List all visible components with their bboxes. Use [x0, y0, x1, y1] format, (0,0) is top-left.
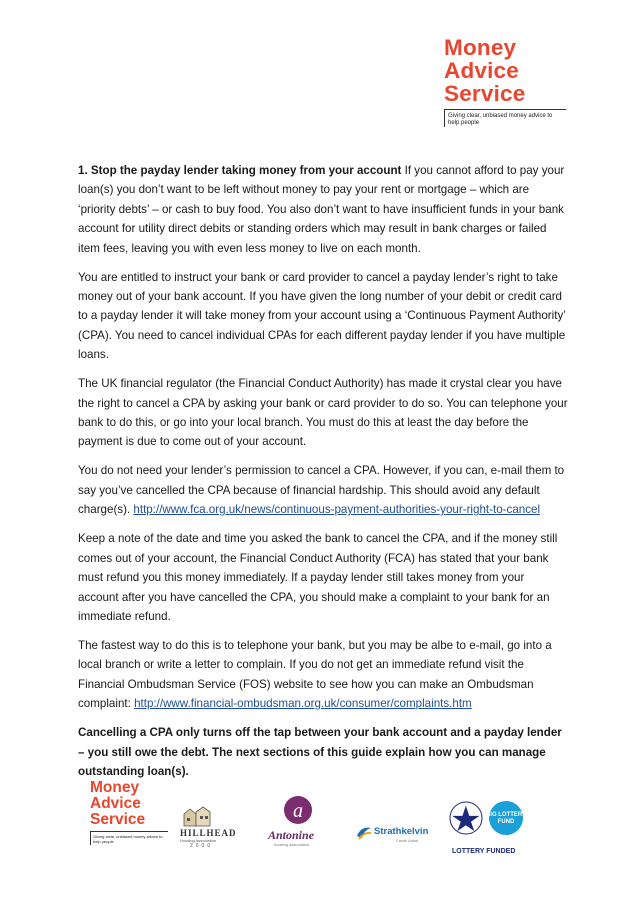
- paragraph-fca-regulator: The UK financial regulator (the Financial Conduct Authority) has made it crystal clear you have the right to cancel a CPA by asking your bank or card provider to do so. You can telephone your bank to do this, or go into your local branch. You must do this at least the day before the payment is due to come out of your account.: [78, 377, 568, 449]
- logo-word-service: Service: [444, 81, 526, 106]
- strathkelvin-wave-icon: [356, 824, 372, 840]
- lottery-logos-icon: [448, 798, 530, 844]
- lottery-funded-label: LOTTERY FUNDED: [452, 848, 516, 855]
- summary-bold-text: Cancelling a CPA only turns off the tap between your bank account and a payday lender – you still owe the debt. The next sections of this guide explain how you can manage outstanding loan(s).: [78, 726, 562, 778]
- svg-text:a: a: [293, 800, 303, 822]
- lottery-funded-logo: [448, 798, 538, 858]
- partner-logos: [78, 770, 558, 860]
- hillhead-logo: [176, 806, 246, 850]
- logo-divider-vertical: [444, 109, 445, 127]
- antonine-logo: [268, 792, 338, 847]
- footer-logo-word-money: Money: [90, 779, 140, 796]
- paragraph-text: The fastest way to do this is to telephone your bank, but you may be albe to e-mail, go into a local branch or write a letter to complain. If you do not get an immediate refund visit the Financial Ombudsman Service (FOS) website to see how you can make an Ombudsman complaint:: [78, 638, 552, 711]
- logo-word-money: Money: [444, 35, 517, 60]
- antonine-emblem-icon: [280, 792, 316, 826]
- strathkelvin-name: Strathkelvin: [374, 826, 429, 837]
- fca-link[interactable]: http://www.fca.org.uk/news/continuous-payment-authorities-your-right-to-cancel: [133, 503, 541, 517]
- logo-divider: [444, 109, 566, 110]
- section-heading: 1. Stop the payday lender taking money from your account: [78, 164, 402, 177]
- document-body: [78, 161, 568, 791]
- footer-logo-word-service: Service: [90, 811, 146, 828]
- big-lottery-fund-text: BIG LOTTERY: [485, 812, 527, 818]
- money-advice-service-logo: [444, 36, 574, 136]
- paragraph-text: If you cannot afford to pay your loan(s) you don’t want to be left without money to pay your rent or mortgage – which are ‘priority debts’ – or cash to buy food. You also don’t want to have insufficient funds in your bank account for utility direct debits or standing orders which may result in bank charges or failed item fees, leaving you with even less money to live on each month.: [78, 164, 565, 255]
- antonine-name: Antonine: [268, 828, 315, 842]
- logo-tagline: Giving clear, unbiased money advice to help people: [448, 113, 553, 126]
- ombudsman-link[interactable]: http://www.financial-ombudsman.org.uk/consumer/complaints.htm: [134, 697, 472, 711]
- paragraph-keep-note: Keep a note of the date and time you asked the bank to cancel the CPA, and if the money still comes out of your account, the Financial Conduct Authority (FCA) has stated that your bank must refund you this money immediately. If a payday lender still takes money from your account after you have cancelled the CPA, you should make a complaint to your bank for an immediate refund.: [78, 532, 558, 623]
- hillhead-building-icon: [182, 806, 212, 828]
- footer-money-advice-service-logo: [90, 780, 170, 856]
- hillhead-name: HILLHEAD: [180, 828, 237, 838]
- strathkelvin-subtitle: Credit Union: [396, 838, 419, 843]
- paragraph-entitled-to-cancel: You are entitled to instruct your bank or card provider to cancel a payday lender’s right to take money out of your bank account. If you have given the long number of your debit or credit card to a payday lender it will take money from your account using a ‘Continuous Payment Authority’ (CPA). You need to cancel individual CPAs for each different payday lender if you have multiple loans.: [78, 270, 566, 362]
- paragraph-complain: [78, 636, 568, 714]
- footer-logo-word-advice: Advice: [90, 795, 141, 812]
- hillhead-subtitle: Housing Association: [180, 838, 217, 843]
- antonine-subtitle: housing association: [274, 842, 310, 847]
- paragraph-stop-payday-lender: [78, 161, 568, 258]
- big-fund-word-text: FUND: [497, 819, 515, 825]
- footer-logo-tagline: Giving clear, unbiased money advice to help people: [93, 834, 163, 844]
- paragraph-lender-permission: [78, 461, 568, 519]
- logo-word-advice: Advice: [444, 58, 519, 83]
- footer-logo-divider-vertical: [90, 831, 91, 845]
- hillhead-year: 2000: [190, 843, 214, 849]
- footer-logo-divider: [90, 831, 168, 832]
- strathkelvin-logo: [356, 822, 436, 848]
- paragraph-text: You do not need your lender’s permission to cancel a CPA. However, if you can, e-mail them to say you’ve cancelled the CPA because of financial hardship. This should avoid any default charge(s).: [78, 464, 565, 517]
